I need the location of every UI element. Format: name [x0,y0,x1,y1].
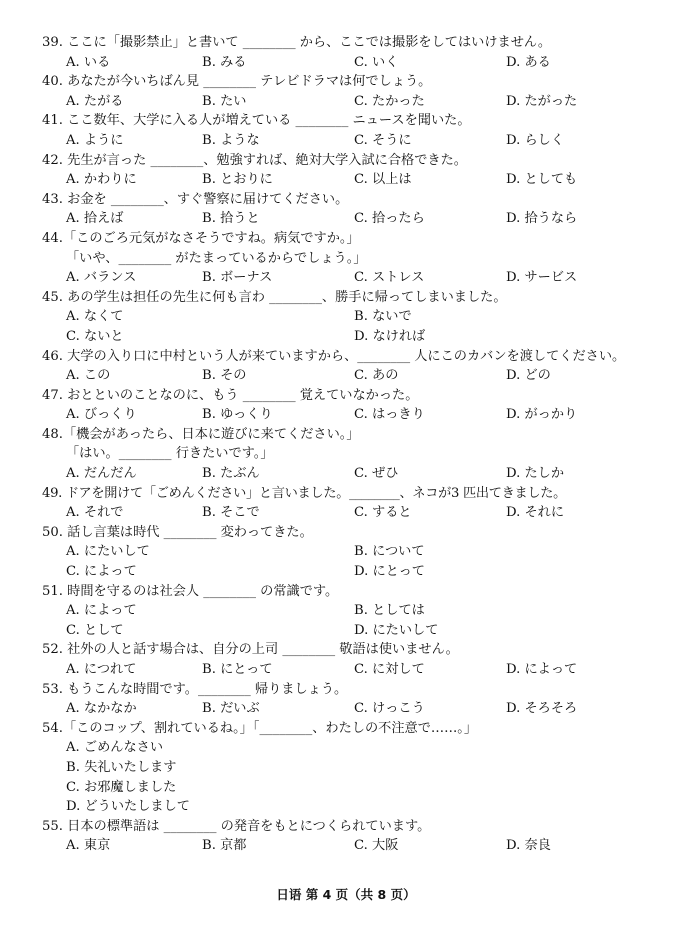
options-row [42,503,666,523]
question-stem: 52. 社外の人と話す場合は、自分の上司 ________ 敬語は使いません。 [42,642,459,658]
question-continuation: 「いや、________ がたまっているからでしょう。」 [66,250,367,266]
option-a: A. 東京 [66,838,111,854]
option-b: B. たい [202,93,247,109]
option-c: C. すると [354,505,412,521]
option-b: B. そこで [202,505,260,521]
question-stem: 51. 時間を守るのは社会人 ________ の常識です。 [42,583,339,599]
options-row [42,268,666,288]
question-stem: 53. もうこんな時間です。________ 帰りましょう。 [42,681,348,697]
option-d: D. そろそろ [506,701,578,717]
option-a: A. だんだん [66,466,137,482]
options-column [42,738,666,816]
question-45 [42,288,666,347]
options-row [42,366,666,386]
options-row [42,170,666,190]
option-a: A. びっくり [66,407,137,423]
question-47 [42,386,666,425]
option-d: D. らしく [506,132,565,148]
option-b: B. ボーナス [202,270,273,286]
option-b: B. にとって [202,662,273,677]
option-d: D. 奈良 [506,838,551,854]
option-a: A. たがる [66,93,124,109]
options-row [42,405,666,425]
option-a: A. かわりに [66,172,137,188]
question-stem: 47. おとといのことなのに、もう ________ 覚えていなかった。 [42,387,419,403]
page-footer: 日语 第 4 页（共 8 页） [276,887,416,902]
question-52 [42,640,666,679]
option-b: B. たぶん [202,466,260,482]
question-51 [42,582,666,641]
question-stem: 44.「このごろ元気がなさそうですね。病気ですか。」 [42,230,360,246]
question-stem: 54.「このコップ、割れているね。」「________、わたしの不注意で……。」 [42,720,478,736]
question-44 [42,229,666,288]
option-d: D. がっかり [506,407,578,423]
question-39 [42,33,666,72]
option-d: D. にたいして [354,622,439,638]
options-row [42,699,666,719]
options-row [42,660,666,680]
option-d: D. どういたしまして [66,799,190,815]
option-c: C. 拾ったら [354,211,425,227]
option-a: A. バランス [66,270,137,286]
question-stem: 39. ここに「撮影禁止」と書いて ________ から、ここでは撮影をしてはいけません。 [42,35,552,50]
question-stem: 55. 日本の標準語は ________ の発音をもとにつくられています。 [42,818,431,834]
option-c: C. 大阪 [354,838,399,854]
options-row [42,131,666,151]
options-row [42,209,666,229]
question-stem: 45. あの学生は担任の先生に何も言わ ________、勝手に帰ってしまいました。 [42,289,507,305]
option-c: C. ストレス [354,270,425,286]
question-stem: 40. あなたが今いちばん見 ________ テレビドラマは何でしょう。 [42,74,432,90]
option-d: D. によって [506,662,578,677]
option-a: A. 拾えば [66,211,124,227]
question-stem: 43. お金を ________、すぐ警察に届けてください。 [42,191,349,207]
option-d: D. 拾うなら [506,211,578,227]
option-b: B. としては [354,603,425,619]
option-c: C. によって [66,564,137,580]
option-d: D. どの [506,368,551,384]
option-c: C. そうに [354,132,412,148]
option-a: A. なくて [66,309,124,325]
option-c: C. ぜひ [354,466,399,482]
question-stem: 50. 話し言葉は時代 ________ 変わってきた。 [42,524,313,540]
question-continuation: 「はい。________ 行きたいです。」 [66,446,274,462]
option-d: D. にとって [354,564,425,580]
question-41 [42,111,666,150]
option-c: C. あの [354,368,399,384]
option-d: D. たしか [506,466,565,482]
option-a: A. にたいして [66,544,150,560]
option-c: C. として [66,622,124,638]
question-stem: 42. 先生が言った ________、勉強すれば、絶対大学入試に合格できた。 [42,152,467,168]
option-b: B. ゆっくり [202,407,273,423]
option-d: D. それに [506,505,565,521]
question-49 [42,484,666,523]
option-b: B. ないで [354,309,412,325]
question-50 [42,523,666,582]
option-c: C. けっこう [354,701,425,717]
option-b: B. とおりに [202,172,273,188]
option-b: B. 京都 [202,838,247,854]
option-b: B. その [202,368,247,384]
option-d: D. たがった [506,93,578,109]
option-b: B. 失礼いたします [66,759,177,775]
option-c: C. はっきり [354,407,425,423]
options-row [42,53,666,73]
option-c: C. たかった [354,93,425,109]
option-a: A. いる [66,54,111,70]
question-43 [42,190,666,229]
option-a: A. なかなか [66,701,137,717]
options-row [42,92,666,112]
option-a: A. この [66,368,111,384]
option-c: C. ないと [66,328,124,344]
question-stem: 46. 大学の入り口に中村という人が来ていますから、________ 人にこのカバンを渡してください。 [42,348,626,364]
question-stem: 48.「機会があったら、日本に遊びに来てください。」 [42,426,360,442]
option-c: C. に対して [354,662,425,677]
option-d: D. サービス [506,270,578,286]
question-54 [42,719,666,817]
question-48 [42,425,666,484]
option-d: D. なければ [354,328,426,344]
question-55 [42,817,666,856]
option-b: B. について [354,544,425,560]
options-row [42,836,666,856]
option-b: B. だいぶ [202,701,260,717]
option-b: B. ような [202,132,260,148]
options-grid [42,307,666,346]
question-46 [42,347,666,386]
option-a: A. それで [66,505,124,521]
question-stem: 49. ドアを開けて「ごめんください」と言いました。________、ネコが3 匹出てきました。 [42,485,567,501]
option-c: C. いく [354,54,399,70]
option-b: B. 拾うと [202,211,260,227]
options-grid [42,601,666,640]
option-d: D. ある [506,54,551,70]
option-c: C. お邪魔しました [66,779,177,795]
options-grid [42,542,666,581]
question-53 [42,680,666,719]
question-40 [42,72,666,111]
option-b: B. みる [202,54,247,70]
option-a: A. によって [66,603,137,619]
option-a: A. ように [66,132,124,148]
question-stem: 41. ここ数年、大学に入る人が増えている ________ ニュースを聞いた。 [42,113,471,129]
options-row [42,464,666,484]
question-42 [42,151,666,190]
option-c: C. 以上は [354,172,412,188]
option-a: A. につれて [66,662,137,677]
option-a: A. ごめんなさい [66,740,164,756]
option-d: D. としても [506,172,578,188]
